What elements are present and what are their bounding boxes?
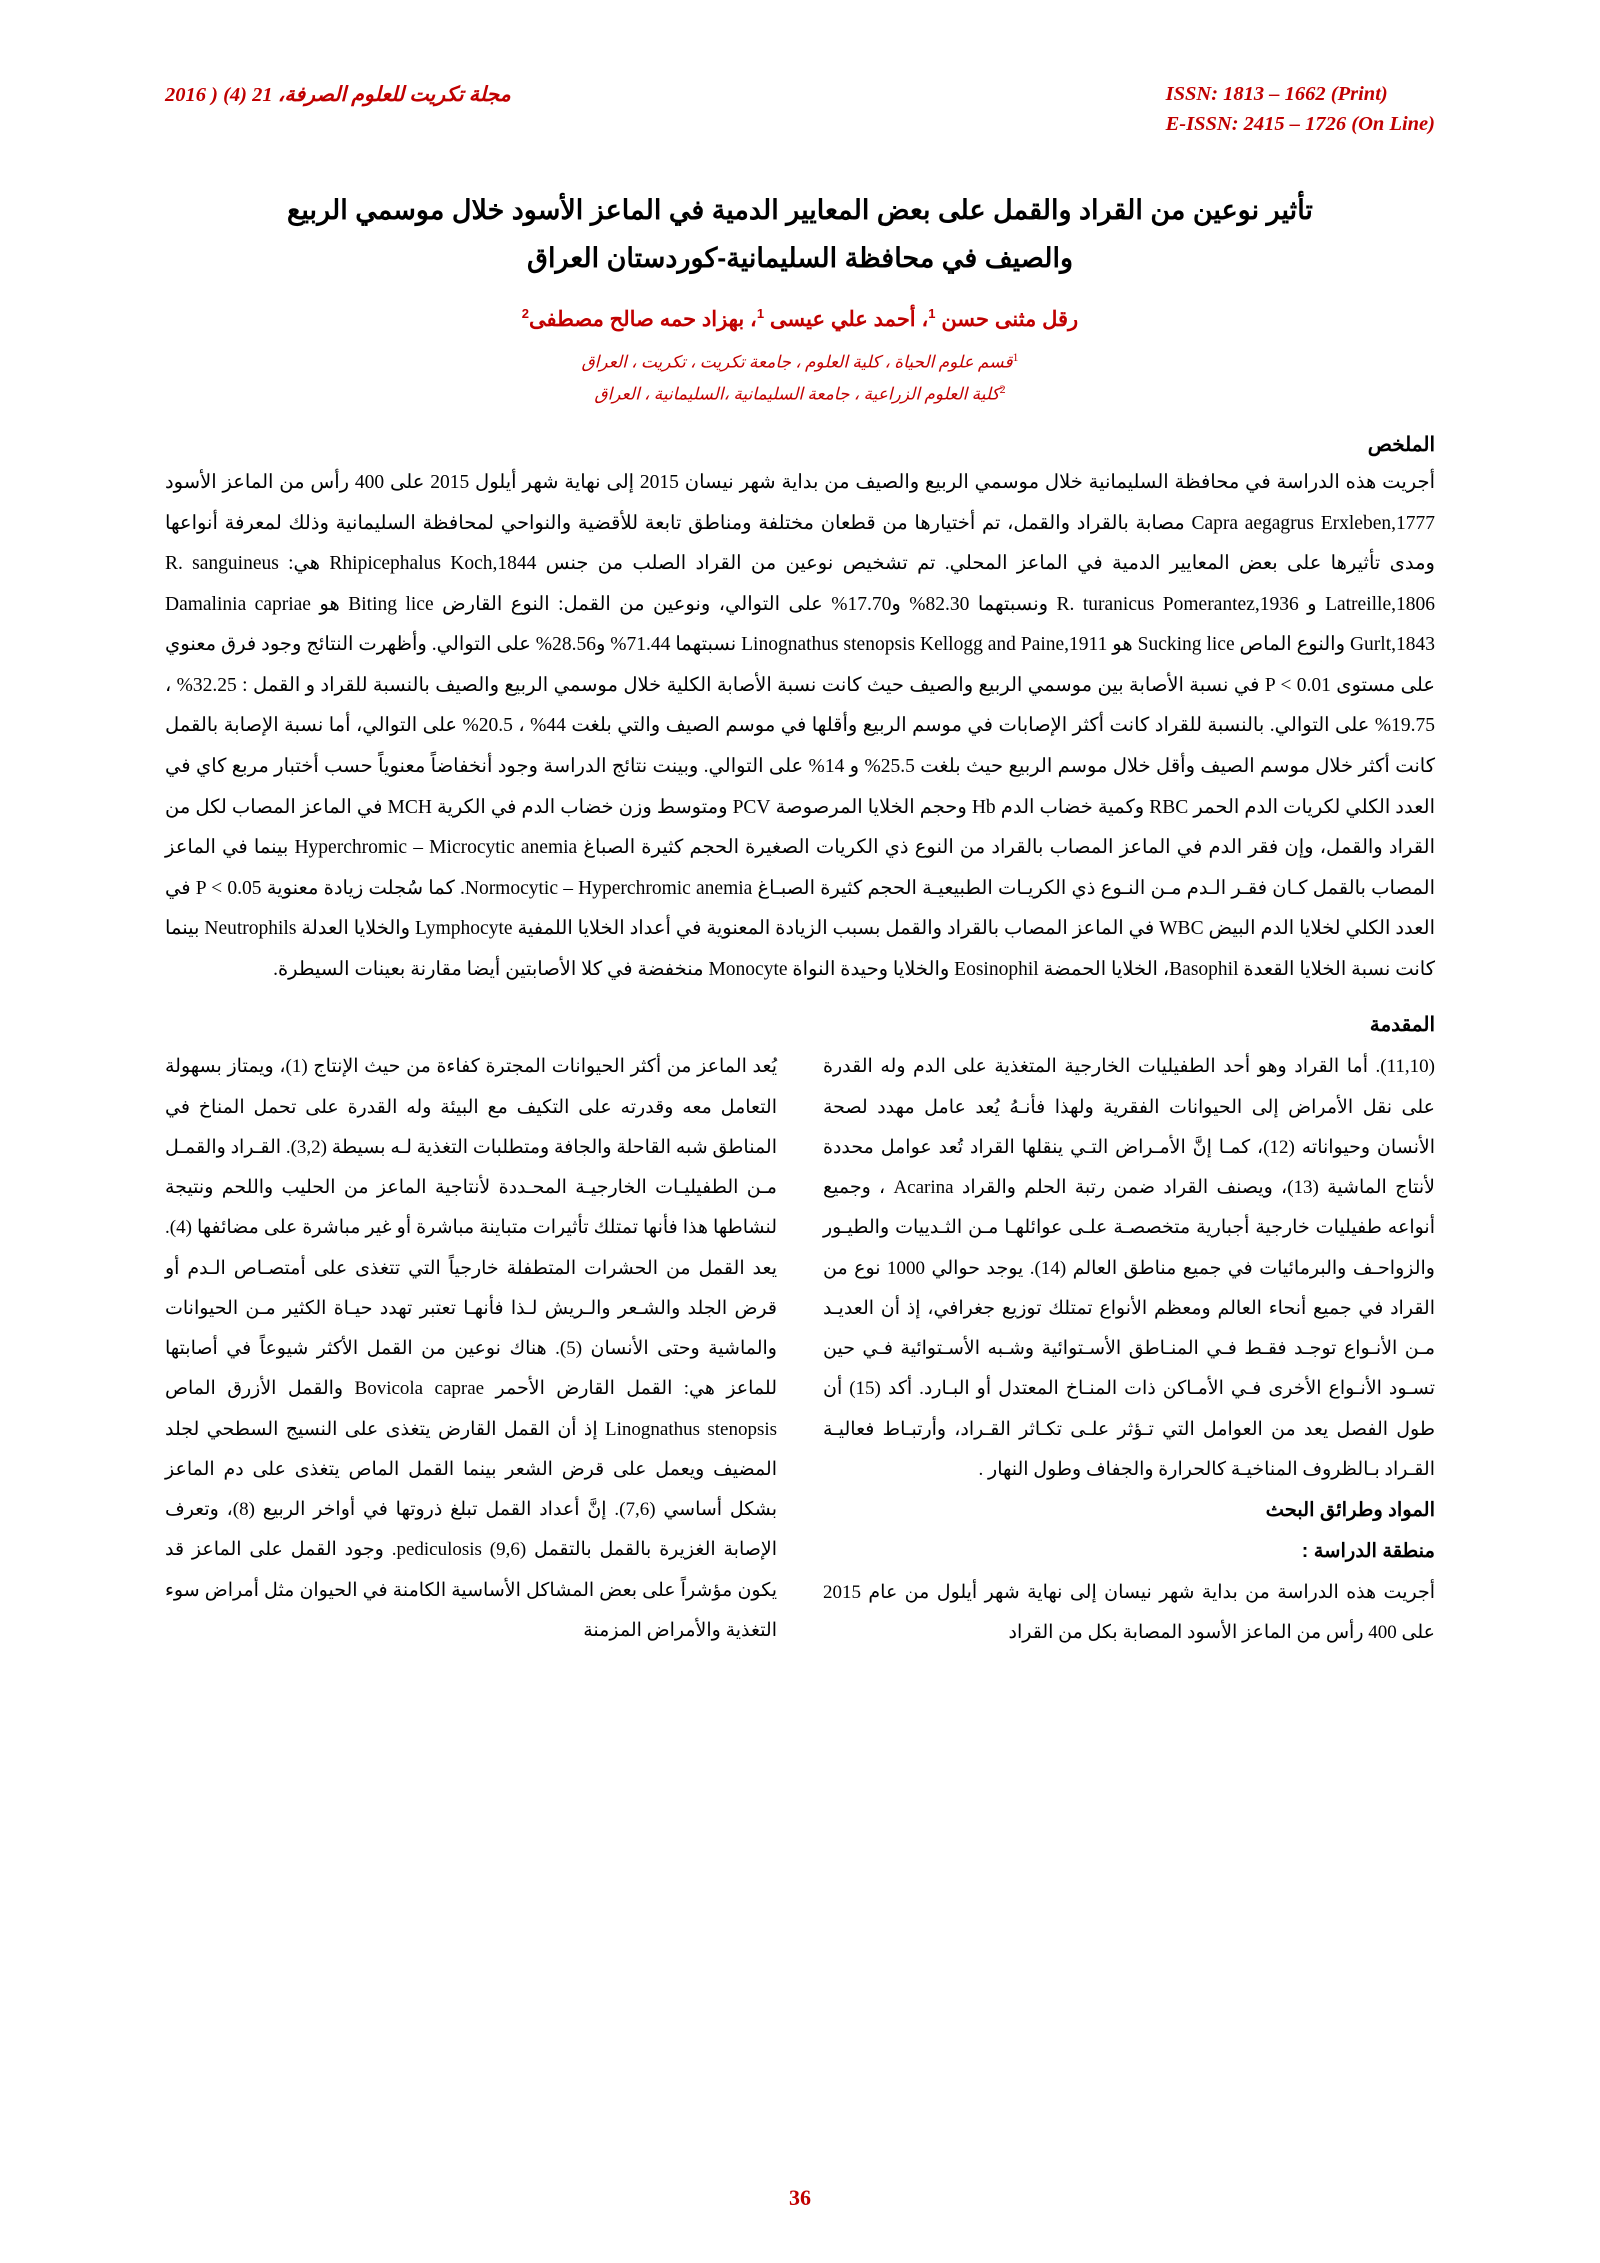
methods-heading: المواد وطرائق البحث (1265, 1499, 1435, 1522)
body-column-right (165, 1047, 777, 1653)
study-area-paragraph: أجريت هذه الدراسة من بداية شهر نيسان إلى نهاية شهر أيلول من عام 2015 على 400 رأس من الماعز الأسود المصابة بكل من القراد (823, 1581, 1435, 1644)
abstract-text: أجريت هذه الدراسة في محافظة السليمانية خلال موسمي الربيع والصيف من بداية شهر نيسان 2015 إلى نهاية شهر أيلول 2015 على 400 رأس من الماعز الأسود Capra aegagrus Erxleben,1777 مصابة بالقراد والقمل، تم أختيارها من قطعان مختلفة ومناطق تابعة للأقضية والنواحي لمحافظة السليمانية وذلك لمعرفة أنواعها ومدى تأثيرها على بعض المعايير الدمية في الماعز المحلي. تم تشخيص نوعين من القراد الصلب من جنس Rhipicephalus Koch,1844 هي: R. sanguineus Latreille,1806 و R. turanicus Pomerantez,1936 ونسبتهما 82.30% و17.70% على التوالي، ونوعين من القمل: النوع القارض Biting lice هو Damalinia capriae Gurlt,1843 والنوع الماص Sucking lice هو Linognathus stenopsis Kellogg and Paine,1911 نسبتهما 71.44% و28.56% على التوالي. وأظهرت النتائج وجود فرق معنوي على مستوى P < 0.01 في نسبة الأصابة بين موسمي الربيع والصيف حيث كانت نسبة الأصابة الكلية خلال موسمي الربيع والصيف بالنسبة للقراد و القمل : 32.25% ، 19.75% على التوالي. بالنسبة للقراد كانت أكثر الإصابات في موسم الربيع وأقلها في موسم الصيف والتي بلغت 44% ، 20.5% على التوالي، أما نسبة الإصابة بالقمل كانت أكثر خلال موسم الصيف وأقل خلال موسم الربيع حيث بلغت 25.5% و 14% على التوالي. وبينت نتائج الدراسة وجود أنخفاضاً معنوياً حسب أختبار مربع كاي في العدد الكلي لكريات الدم الحمر RBC وكمية خضاب الدم Hb وحجم الخلايا المرصوصة PCV ومتوسط وزن خضاب الدم في الكرية MCH في الماعز المصاب لكل من القراد والقمل، وإن فقر الدم في الماعز المصاب بالقراد من النوع ذي الكريات الصغيرة الحجم كثيرة الصباغ Hyperchromic – Microcytic anemia بينما في الماعز المصاب بالقمل كـان فقـر الـدم مـن النـوع ذي الكريـات الطبيعيـة الحجم كثيرة الصبـاغ Normocytic – Hyperchromic anemia. كما سُجلت زيادة معنوية P < 0.05 في العدد الكلي لخلايا الدم البيض WBC في الماعز المصاب بالقراد والقمل بسبب الزيادة المعنوية في أعداد الخلايا اللمفية Lymphocyte والخلايا العدلة Neutrophils بينما كانت نسبة الخلايا القعدة Basophil، الخلايا الحمضة Eosinophil والخلايا وحيدة النواة Monocyte منخفضة في كلا الأصابتين أيضا مقارنة بعينات السيطرة. (165, 472, 1436, 980)
affiliation-1-marker: 1 (1012, 349, 1019, 364)
journal-title: مجلة تكريت للعلوم الصرفة، 21 (4) ( 2016 (165, 84, 511, 106)
affiliation-2 (165, 378, 1435, 410)
intro-left-paragraph: (11,10). أما القراد وهو أحد الطفيليات الخارجية المتغذية على الدم وله القدرة على نقل الأمراض إلى الحيوانات الفقرية ولهذا فأنـهُ يُعد عامل مهدد لصحة الأنسان وحيواناته (12)، كمـا إنَّ الأمـراض التـي ينقلها القراد تُعد عوامل محددة لأنتاج الماشية (13)، ويصنف القراد ضمن رتبة الحلم والقراد Acarina ، وجميع أنواعه طفيليات خارجية أجبارية متخصصـة علـى عوائلهـا مـن الثـدييات والطيـور والزواحـف والبرمائيات في جميع مناطق العالم (14). يوجد حوالي 1000 نوع من القراد في جميع أنحاء العالم ومعظم الأنواع تمتلك توزيع جغرافي، إذ أن العديـد مـن الأنـواع توجـد فقـط فـي المنـاطق الأسـتوائية وشـبه الأسـتوائية فـي حين تسـود الأنـواع الأخرى فـي الأمـاكن ذات المنـاخ المعتدل أو البـارد. أكد (15) أن طول الفصل يعد من العوامل التي تـؤثر علـى تكـاثر القـراد، وأرتبـاط فعاليـة القـراد بـالظروف المناخيـة كالحرارة والجفاف وطول النهار . (823, 1056, 1436, 1480)
page-header (165, 80, 1435, 139)
affiliation-2-marker: 2 (999, 382, 1006, 397)
page-title (165, 187, 1435, 282)
body-columns (165, 1047, 1435, 1653)
author-list (165, 306, 1435, 332)
body-column-left (823, 1047, 1435, 1653)
study-area-heading: منطقة الدراسة : (1301, 1540, 1435, 1563)
article-title-line-1: تأثير نوعين من القراد والقمل على بعض المعايير الدمية في الماعز الأسود خلال موسمي الربيع (287, 195, 1313, 226)
page-number: 36 (789, 2185, 811, 2210)
abstract-heading: الملخص (1367, 434, 1435, 457)
issn-block (1166, 80, 1435, 139)
affiliations (165, 346, 1435, 410)
issn-online: E-ISSN: 2415 – 1726 (On Line) (1165, 112, 1435, 135)
issn-print: ISSN: 1813 – 1662 (Print) (1165, 83, 1388, 105)
author-names: رقل مثنى حسن $^1$، أحمد علي عيسى $^1$، بهزاد حمه صالح مصطفى$^2$ (521, 305, 1079, 331)
intro-right-paragraph: يُعد الماعز من أكثر الحيوانات المجترة كفاءة من حيث الإنتاج (1)، ويمتاز بسهولة التعامل معه وقدرته على التكيف مع البيئة وله القدرة على تحمل المناخ في المناطق شبه القاحلة والجافة ومتطلبات التغذية لـه بسيطة (3,2). القـراد والقمـل مـن الطفيليـات الخارجيـة المحـددة لأنتاجية الماعز من الحليب واللحم ونتيجة لنشاطها هذا فأنها تمتلك تأثيرات متباينة مباشرة أو غير مباشرة على مضائفها (4). يعد القمل من الحشرات المتطفلة خارجياً التي تتغذى على أمتصـاص الـدم أو قرض الجلد والشـعر والـريش لـذا فأنهـا تعتبر تهدد حيـاة الكثير مـن الحيوانات والماشية وحتى الأنسان (5). هناك نوعين من القمل الأكثر شيوعاً في أصابتها للماعز هي: القمل القارض الأحمر Bovicola caprae والقمل الأزرق الماص Linognathus stenopsis إذ أن القمل القارض يتغذى على النسيج السطحي لجلد المضيف ويعمل على قرض الشعر بينما القمل الماص يتغذى على دم الماعز بشكل أساسي (7,6). إنَّ أعداد القمل تبلغ ذروتها في أواخر الربيع (8)، وتعرف الإصابة الغزيرة بالقمل بالتقمل pediculosis (9,6). وجود القمل على الماعز قد يكون مؤشراً على بعض المشاكل الأساسية الكامنة في الحيوان مثل أمراض سوء التغذية والأمراض المزمنة (165, 1056, 778, 1641)
introduction-heading: المقدمة (1369, 1014, 1435, 1037)
affiliation-2-text: كلية العلوم الزراعية ، جامعة السليمانية ،السليمانية ، العراق (594, 384, 1000, 404)
affiliation-1-text: قسم علوم الحياة ، كلية العلوم ، جامعة تكريت ، تكريت ، العراق (581, 352, 1013, 372)
article-title-line-2: والصيف في محافظة السليمانية-كوردستان العراق (527, 242, 1073, 273)
affiliation-1 (165, 346, 1435, 378)
